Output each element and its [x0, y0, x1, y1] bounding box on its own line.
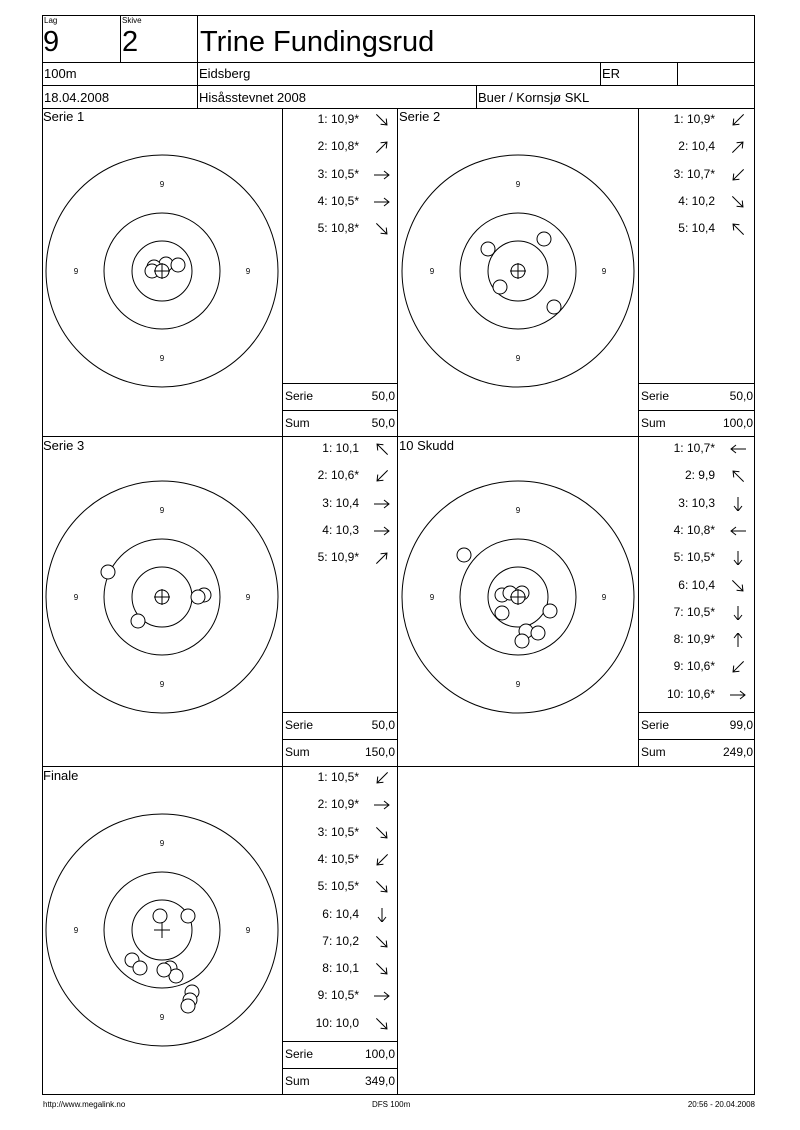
shot-score: 6: 10,4: [322, 906, 359, 921]
ring-number: 9: [159, 680, 165, 689]
shot-score: 7: 10,2: [322, 933, 359, 948]
shot-score: 4: 10,5*: [317, 193, 359, 208]
sum-value: 100,0: [722, 416, 753, 430]
direction-arrow-icon: [372, 113, 392, 127]
shot-score: 1: 10,7*: [673, 441, 715, 455]
sum-label: Sum: [285, 1074, 310, 1088]
date: 18.04.2008: [44, 90, 110, 105]
direction-arrow-icon: [728, 688, 748, 702]
shot-hole: [515, 634, 529, 648]
direction-arrow-icon: [728, 579, 748, 593]
shot-hole: [131, 614, 145, 628]
shot-score: 2: 10,4: [678, 139, 715, 154]
sum-label: Sum: [285, 416, 310, 430]
serie-value: 99,0: [729, 718, 753, 732]
direction-arrow-icon: [372, 524, 392, 538]
shot-score: 4: 10,8*: [673, 522, 715, 537]
shot-hole: [495, 606, 509, 620]
shot-score: 3: 10,5*: [317, 824, 359, 839]
shot-hole: [157, 963, 171, 977]
event-name: Hisåsstevnet 2008: [199, 90, 306, 105]
direction-arrow-icon: [728, 113, 748, 127]
shot-score: 1: 10,5*: [317, 770, 359, 784]
ring-number: 9: [159, 1013, 165, 1022]
ring-number: 9: [159, 839, 165, 848]
shot-hole: [481, 242, 495, 256]
footer-program: DFS 100m: [372, 1100, 411, 1109]
shot-score: 6: 10,4: [678, 577, 715, 592]
shot-score: 8: 10,9*: [673, 632, 715, 647]
sum-label: Sum: [285, 745, 310, 759]
class: ER: [602, 66, 621, 81]
serie-label: Serie: [285, 389, 314, 403]
direction-arrow-icon: [372, 168, 392, 182]
direction-arrow-icon: [372, 853, 392, 867]
shot-score: 4: 10,2: [678, 193, 715, 208]
target-finale: [44, 812, 280, 1048]
direction-arrow-icon: [372, 551, 392, 565]
direction-arrow-icon: [728, 551, 748, 565]
shooter-name: Trine Fundingsrud: [200, 26, 435, 58]
shot-hole: [531, 626, 545, 640]
target-serie-2: [400, 153, 636, 389]
direction-arrow-icon: [728, 660, 748, 674]
direction-arrow-icon: [728, 442, 748, 456]
shot-hole: [543, 604, 557, 618]
shot-score: 5: 10,9*: [317, 550, 359, 565]
panel-title: Serie 3: [43, 438, 85, 453]
sum-label: Sum: [641, 745, 666, 759]
ring-number: 9: [429, 593, 435, 602]
direction-arrow-icon: [728, 469, 748, 483]
direction-arrow-icon: [728, 633, 748, 647]
shot-score: 9: 10,5*: [317, 988, 359, 1003]
shot-score: 8: 10,1: [322, 961, 359, 976]
ring-number: 9: [159, 506, 165, 515]
direction-arrow-icon: [728, 497, 748, 511]
shot-score: 9: 10,6*: [673, 659, 715, 674]
shot-score: 5: 10,4: [678, 221, 715, 236]
ring-number: 9: [429, 267, 435, 276]
shot-score: 5: 10,5*: [673, 550, 715, 565]
ring-number: 9: [159, 180, 165, 189]
shot-score: 3: 10,5*: [317, 166, 359, 181]
direction-arrow-icon: [728, 140, 748, 154]
shot-hole: [181, 999, 195, 1013]
target-serie-3: [44, 479, 280, 715]
skive-label: Skive: [122, 16, 142, 25]
direction-arrow-icon: [372, 935, 392, 949]
serie-value: 50,0: [729, 389, 753, 403]
distance: 100m: [44, 66, 77, 81]
serie-value: 100,0: [364, 1047, 395, 1061]
location: Eidsberg: [199, 66, 251, 81]
direction-arrow-icon: [372, 989, 392, 1003]
direction-arrow-icon: [372, 140, 392, 154]
direction-arrow-icon: [372, 469, 392, 483]
center-cross: [510, 263, 526, 279]
ring-number: 9: [73, 926, 79, 935]
direction-arrow-icon: [372, 880, 392, 894]
ring-number: 9: [73, 267, 79, 276]
shot-score: 2: 9,9: [684, 468, 715, 483]
shot-score: 2: 10,6*: [317, 468, 359, 483]
shot-score: 4: 10,3: [322, 522, 359, 537]
shot-score: 2: 10,8*: [317, 139, 359, 154]
shot-score: 2: 10,9*: [317, 797, 359, 812]
shot-hole: [171, 258, 185, 272]
direction-arrow-icon: [728, 222, 748, 236]
ring-number: 9: [159, 354, 165, 363]
ring-number: 9: [245, 267, 251, 276]
direction-arrow-icon: [372, 195, 392, 209]
skive-value: 2: [122, 26, 139, 58]
panel-title: 10 Skudd: [399, 438, 454, 453]
shot-hole: [547, 300, 561, 314]
sum-value: 50,0: [371, 416, 395, 430]
sum-value: 249,0: [722, 745, 753, 759]
target-serie-1: [44, 153, 280, 389]
ring-number: 9: [73, 593, 79, 602]
lag-value: 9: [43, 26, 60, 58]
shot-score: 10: 10,6*: [666, 686, 715, 701]
footer-url[interactable]: http://www.megalink.no: [43, 1100, 126, 1109]
ring-number: 9: [601, 593, 607, 602]
center-cross: [154, 589, 170, 605]
shot-score: 4: 10,5*: [317, 851, 359, 866]
serie-value: 50,0: [371, 389, 395, 403]
shot-score: 3: 10,4: [322, 495, 359, 510]
shot-score: 1: 10,1: [322, 441, 359, 455]
direction-arrow-icon: [372, 442, 392, 456]
ring-number: 9: [601, 267, 607, 276]
panel-title: Serie 1: [43, 109, 85, 124]
direction-arrow-icon: [372, 908, 392, 922]
ring-number: 9: [515, 506, 521, 515]
panel-title: Serie 2: [399, 109, 441, 124]
direction-arrow-icon: [728, 606, 748, 620]
direction-arrow-icon: [372, 497, 392, 511]
shot-score: 5: 10,8*: [317, 221, 359, 236]
panel-title: Finale: [43, 768, 79, 783]
footer-timestamp: 20:56 - 20.04.2008: [687, 1100, 755, 1109]
sum-value: 349,0: [364, 1074, 395, 1088]
sum-label: Sum: [641, 416, 666, 430]
ring-number: 9: [515, 354, 521, 363]
shot-score: 1: 10,9*: [317, 112, 359, 126]
direction-arrow-icon: [728, 524, 748, 538]
serie-value: 50,0: [371, 718, 395, 732]
sum-value: 150,0: [364, 745, 395, 759]
direction-arrow-icon: [728, 195, 748, 209]
direction-arrow-icon: [372, 771, 392, 785]
shot-hole: [181, 909, 195, 923]
shot-score: 3: 10,3: [678, 495, 715, 510]
serie-label: Serie: [641, 389, 670, 403]
direction-arrow-icon: [372, 798, 392, 812]
ring-number: 9: [515, 180, 521, 189]
direction-arrow-icon: [372, 222, 392, 236]
shot-score: 10: 10,0: [315, 1015, 359, 1030]
serie-label: Serie: [285, 718, 314, 732]
shot-score: 7: 10,5*: [673, 604, 715, 619]
shot-score: 3: 10,7*: [673, 166, 715, 181]
center-cross: [154, 922, 170, 938]
shot-hole: [191, 590, 205, 604]
shot-hole: [537, 232, 551, 246]
shot-hole: [457, 548, 471, 562]
target-10-skudd: [400, 479, 636, 715]
ring-number: 9: [245, 926, 251, 935]
direction-arrow-icon: [372, 1017, 392, 1031]
shot-hole: [101, 565, 115, 579]
club: Buer / Kornsjø SKL: [478, 90, 590, 105]
shot-hole: [493, 280, 507, 294]
shot-score: 5: 10,5*: [317, 879, 359, 894]
serie-label: Serie: [285, 1047, 314, 1061]
serie-label: Serie: [641, 718, 670, 732]
shot-hole: [133, 961, 147, 975]
direction-arrow-icon: [372, 962, 392, 976]
shot-hole: [153, 909, 167, 923]
direction-arrow-icon: [728, 168, 748, 182]
ring-number: 9: [515, 680, 521, 689]
direction-arrow-icon: [372, 826, 392, 840]
lag-label: Lag: [44, 16, 58, 25]
shot-score: 1: 10,9*: [673, 112, 715, 126]
ring-number: 9: [245, 593, 251, 602]
